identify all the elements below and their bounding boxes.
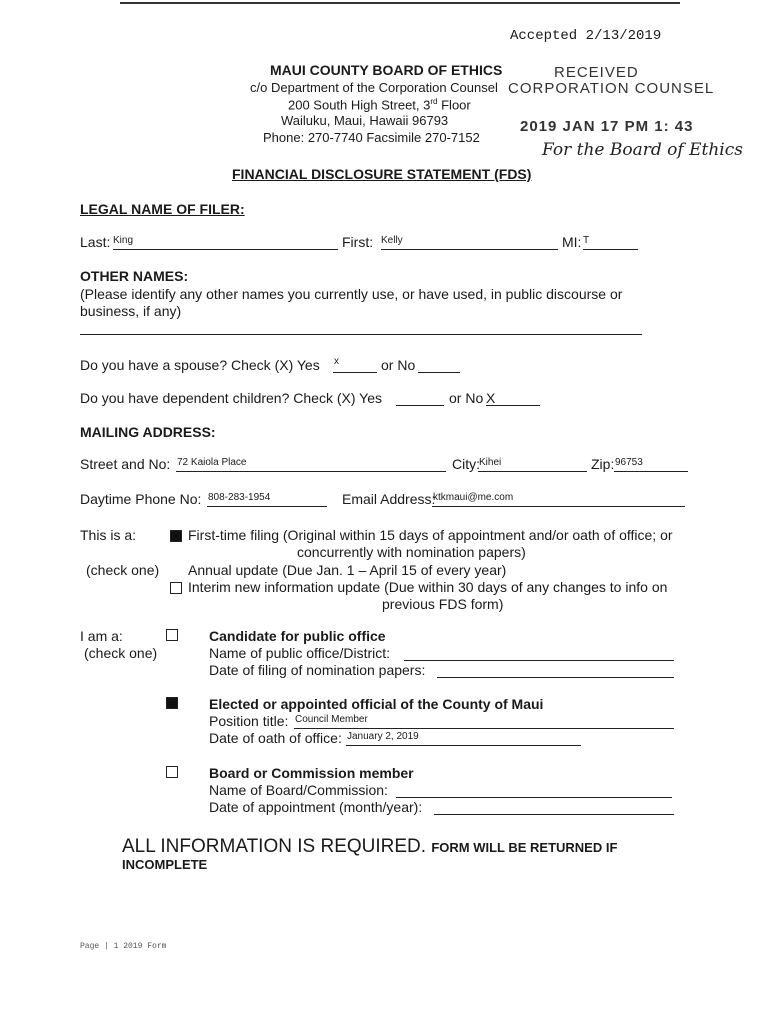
children-yes-line[interactable]: [396, 405, 444, 406]
email-label: Email Address:: [342, 491, 436, 507]
first-name-label: First:: [342, 234, 374, 250]
handwritten-note: For the Board of Ethics: [542, 140, 743, 160]
interim-update-label-2: previous FDS form): [382, 596, 504, 612]
candidate-filing-date-label: Date of filing of nomination papers:: [209, 662, 426, 678]
other-names-heading: OTHER NAMES:: [80, 268, 189, 284]
candidate-heading: Candidate for public office: [209, 628, 386, 644]
position-title-line: [294, 728, 674, 729]
other-names-instruction-2: business, if any): [80, 303, 182, 319]
first-name-line: [381, 249, 558, 250]
role-check-one: (check one): [84, 645, 158, 661]
elected-official-checkbox[interactable]: [166, 697, 178, 709]
org-phone: Phone: 270-7740 Facsimile 270-7152: [263, 130, 480, 145]
page-footer: Page | 1 2019 Form: [80, 942, 167, 951]
legal-name-heading: LEGAL NAME OF FILER:: [80, 201, 245, 217]
children-question: Do you have dependent children? Check (X) Yes: [80, 390, 382, 406]
position-title-label: Position title:: [209, 713, 289, 729]
street-label: Street and No:: [80, 456, 171, 472]
city-label: City:: [452, 456, 480, 472]
city-value[interactable]: Kihei: [479, 457, 502, 468]
interim-update-label: Interim new information update (Due within 30 days of any changes to info on: [188, 579, 668, 595]
org-name: MAUI COUNTY BOARD OF ETHICS: [270, 62, 503, 78]
spouse-question: Do you have a spouse? Check (X) Yes: [80, 357, 320, 373]
street-value[interactable]: 72 Kaiola Place: [177, 457, 247, 468]
role-label: I am a:: [80, 628, 123, 644]
children-no-line: [486, 405, 540, 406]
filing-type-check-one: (check one): [86, 562, 160, 578]
oath-date-value[interactable]: January 2, 2019: [347, 731, 419, 742]
zip-value[interactable]: 96753: [615, 457, 643, 468]
board-name-line[interactable]: [396, 797, 672, 798]
phone-label: Daytime Phone No:: [80, 491, 202, 507]
candidate-office-label: Name of public office/District:: [209, 645, 391, 661]
oath-date-label: Date of oath of office:: [209, 730, 342, 746]
mi-value[interactable]: T: [583, 235, 590, 246]
oath-date-line: [346, 745, 581, 746]
mi-line: [583, 249, 638, 250]
annual-update-label[interactable]: Annual update (Due Jan. 1 – April 15 of every year): [188, 562, 507, 578]
org-dept: c/o Department of the Corporation Counsel: [250, 80, 498, 95]
notice-incomplete: INCOMPLETE: [122, 857, 208, 872]
email-value[interactable]: ktkmaui@me.com: [433, 492, 514, 503]
org-city: Wailuku, Maui, Hawaii 96793: [281, 113, 449, 128]
last-name-value[interactable]: King: [113, 235, 134, 246]
phone-value[interactable]: 808-283-1954: [208, 492, 271, 503]
appointment-date-line[interactable]: [434, 814, 674, 815]
first-name-value[interactable]: Kelly: [381, 235, 403, 246]
candidate-office-line[interactable]: [404, 660, 674, 661]
spouse-yes-mark[interactable]: x: [334, 356, 339, 367]
mailing-heading: MAILING ADDRESS:: [80, 424, 216, 440]
first-time-filing-label: First-time filing (Original within 15 days of appointment and/or oath of office; or: [188, 527, 673, 543]
notice-returned: FORM WILL BE RETURNED IF: [431, 840, 618, 855]
candidate-filing-date-line[interactable]: [437, 677, 674, 678]
street-line: [176, 471, 446, 472]
spouse-no-line[interactable]: [418, 372, 460, 373]
children-no-mark[interactable]: X: [486, 390, 496, 406]
stamp-corporation-counsel: CORPORATION COUNSEL: [508, 80, 715, 97]
city-line: [478, 471, 587, 472]
stamp-date: 2019 JAN 17 PM 1: 43: [520, 118, 694, 135]
mi-label: MI:: [562, 234, 582, 250]
board-heading: Board or Commission member: [209, 765, 414, 781]
first-time-filing-label-2: concurrently with nomination papers): [297, 544, 526, 560]
other-names-field[interactable]: [80, 334, 642, 335]
form-title: FINANCIAL DISCLOSURE STATEMENT (FDS): [232, 166, 532, 182]
appointment-date-label: Date of appointment (month/year):: [209, 799, 423, 815]
spouse-yes-line: [333, 372, 377, 373]
zip-label: Zip:: [591, 456, 615, 472]
candidate-checkbox[interactable]: [166, 629, 178, 641]
email-line: [432, 506, 685, 507]
scan-edge: [120, 2, 680, 4]
interim-update-checkbox[interactable]: [170, 582, 182, 594]
board-member-checkbox[interactable]: [166, 766, 178, 778]
phone-line: [207, 506, 327, 507]
stamp-received: RECEIVED: [554, 64, 639, 81]
notice-required: ALL INFORMATION IS REQUIRED. FORM WILL BE RETURNED IF: [122, 836, 618, 857]
last-name-label: Last:: [80, 234, 111, 250]
position-title-value[interactable]: Council Member: [295, 714, 368, 725]
accepted-date: Accepted 2/13/2019: [510, 28, 662, 44]
org-street: 200 South High Street, 3rd Floor: [288, 97, 471, 113]
other-names-instruction-1: (Please identify any other names you currently use, or have used, in public discourse or: [80, 286, 623, 302]
elected-heading: Elected or appointed official of the County of Maui: [209, 696, 544, 712]
zip-line: [614, 471, 688, 472]
spouse-or-no: or No: [381, 357, 416, 373]
filing-type-label: This is a:: [80, 527, 137, 543]
children-or-no: or No: [449, 390, 484, 406]
board-name-label: Name of Board/Commission:: [209, 782, 388, 798]
last-name-line: [113, 249, 338, 250]
first-time-filing-checkbox[interactable]: [170, 530, 182, 542]
